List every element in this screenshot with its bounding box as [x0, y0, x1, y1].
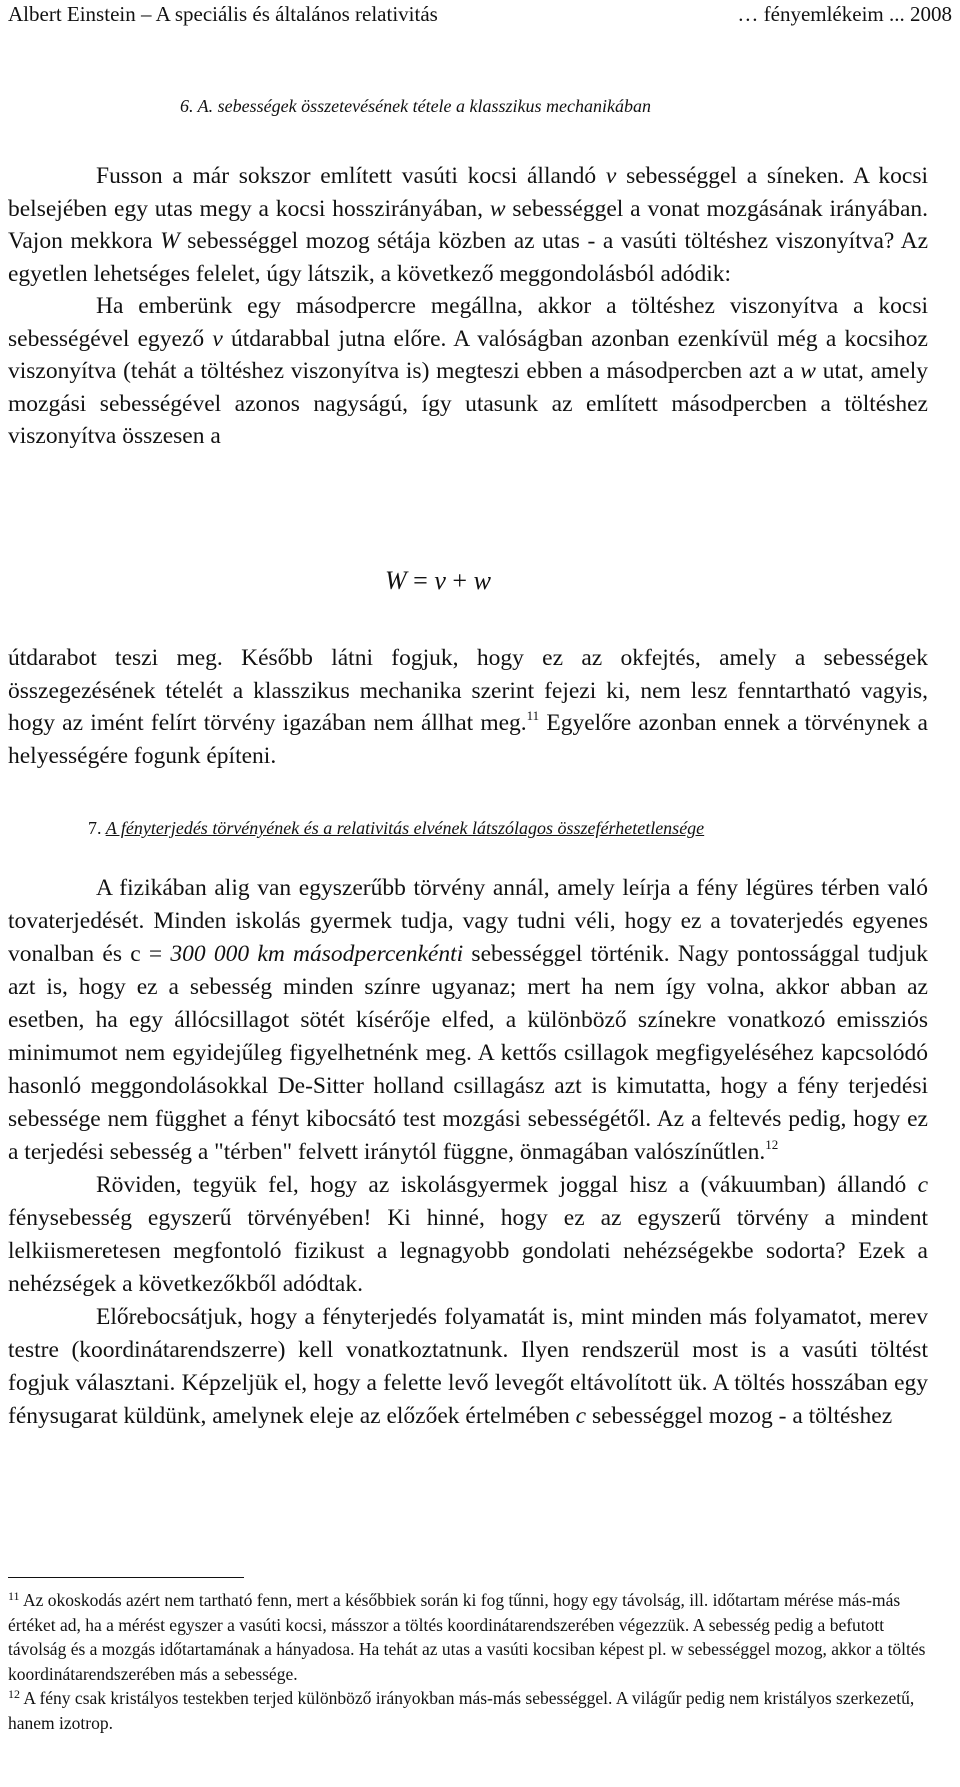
header-note: … fényemlékeim ... 2008 — [737, 2, 952, 26]
footnote-separator — [8, 1577, 244, 1578]
paragraph-4: A fizikában alig van egyszerűbb törvény annál, amely leírja a fény légüres térben való tovaterjedését. Minden iskolás gyermek tudja, vagy tudni véli, hogy ez a tovaterjedés egyenes vonalban és c = 300 000 km másodpercenkénti sebességgel történik. Nagy pontossággal tudjuk azt is, hogy ez a sebesség minden színre ugyanaz; mert ha nem így volna, akkor abban az esetben, ha egy állócsillagot sötét kísérője elfed, a különböző színekre vonatkozó emissziós minimumot nem egyidejűleg figyelhetnénk meg. A kettős csillagok megfigyeléséhez kapcsolódó hasonló meggondolásokkal De-Sitter holland csillagász azt is kimutatta, hogy a fény terjedési sebessége nem függhet a fényt kibocsátó test mozgási sebességétől. Az a feltevés pedig, hogy ez a terjedési sebesség a "térben" felvett iránytól függne, önmagában valószínűtlen.$^{12}$ — [8, 875, 928, 1165]
section-7-heading: 7. A fényterjedés törvényének és a relativitás elvének látszólagos összeférhetetlensége — [88, 818, 705, 838]
footnote-12: $^{12}$ A fény csak kristályos testekben terjed különböző irányokban más-más sebességgel. A világűr pedig nem kristályos szerkezetű, hanem izotrop. — [8, 1687, 915, 1733]
page-header — [8, 2, 952, 32]
paragraph-5: Röviden, tegyük fel, hogy az iskolásgyermek joggal hisz a (vákuumban) állandó c fénysebesség egyszerű törvényében! Ki hinné, hogy ez az egyszerű törvény a mindent lelkiismeretesen megfontoló fizikust a legnagyobb gondolati nehézségekbe sodorta? Ezek a nehézségek a következőkből adódtak. — [8, 1172, 928, 1297]
footnote-11: $^{11}$ Az okoskodás azért nem tartható fenn, mert a későbbiek során ki fog tűnni, hogy egy távolság, ill. időtartam mérése más-más értéket ad, ha a mérést egyszer a vasúti kocsi, másszor a töltés koordinátarendszerében végezzük. A sebesség pedig a befutott távolság és a mozgás időtartamának a hányadosa. Ha tehát az utas a vasúti kocsiban képest pl. w sebességgel mozog, akkor a töltés koordinátarendszerében más a sebessége. — [8, 1589, 926, 1684]
footnote-ref-11[interactable]: 11 — [526, 708, 540, 723]
paragraph-2: Ha emberünk egy másodpercre megállna, akkor a töltéshez viszonyítva a kocsi sebességével egyező v útdarabbal jutna előre. A valóságban azonban ezenkívül még a kocsihoz viszonyítva (tehát a töltéshez viszonyítva is) megteszi ebben a másodpercben azt a w utat, amely mozgási sebességével azonos nagyságú, így utasunk az említett másodpercben a töltéshez viszonyítva összesen a — [8, 293, 928, 449]
section-6-heading: 6. A. sebességek összetevésének tétele a klasszikus mechanikában — [180, 96, 652, 116]
paragraph-1: Fusson a már sokszor említett vasúti kocsi állandó v sebességgel a síneken. A kocsi belsejében egy utas megy a kocsi hosszirányában, w sebességgel a vonat mozgásának irányában. Vajon mekkora W sebességgel mozog sétája közben az utas - a vasúti töltéshez viszonyítva? Az egyetlen lehetséges felelet, úgy látszik, a következő meggondolásból adódik: — [8, 163, 929, 287]
paragraph-3: útdarabot teszi meg. Később látni fogjuk, hogy ez az okfejtés, amely a sebességek összegezésének tételét a klasszikus mechanika szerint fejezi ki, nem lesz fenntartható vagyis, hogy az imént felírt törvény igazában nem állhat meg.$^{11}$ Egyelőre azonban ennek a törvénynek a helyességére fogunk építeni. — [8, 645, 928, 769]
footnote-ref-12[interactable]: 12 — [765, 1137, 779, 1152]
section-7-body — [8, 872, 928, 1433]
footnotes — [8, 1588, 928, 1736]
header-title: Albert Einstein – A speciális és általános relativitás — [8, 2, 438, 26]
equation: W = v + w — [385, 566, 491, 595]
section-6-body-continued — [8, 642, 928, 772]
section-6-body — [8, 160, 928, 453]
paragraph-6: Előrebocsátjuk, hogy a fényterjedés folyamatát is, mint minden más folyamatot, merev testre (koordinátarendszerre) kell vonatkoztatnunk. Ilyen rendszerül most is a vasúti töltést fogjuk választani. Képzeljük el, hogy a felette levő levegőt eltávolított ük. A töltés hosszában egy fénysugarat küldünk, amelynek eleje az előzőek értelmében c sebességgel mozog - a töltéshez — [8, 1304, 928, 1429]
